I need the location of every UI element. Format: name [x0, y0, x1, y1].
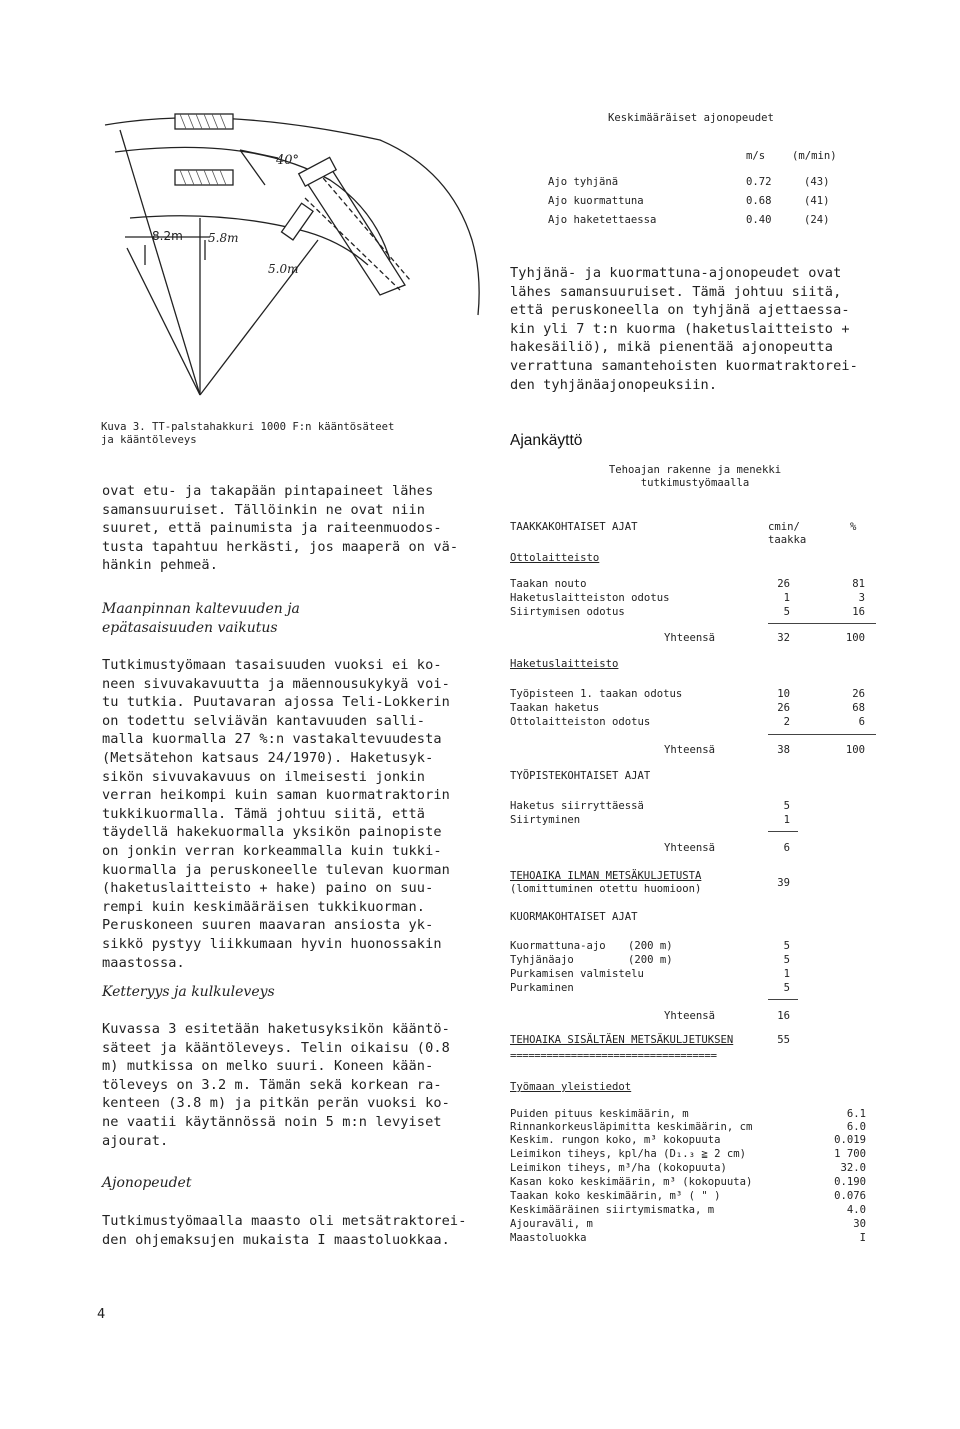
g3-row-label: Haketus siirryttäessä: [510, 800, 644, 812]
dim-inner-label: 5.8m: [208, 231, 239, 245]
g1-total-label: Yhteensä: [664, 632, 716, 644]
g4-row-label: Purkamisen valmistelu: [510, 968, 644, 980]
heading-time-use: Ajankäyttö: [510, 432, 583, 449]
g2-row-cmin: 2: [783, 716, 790, 728]
g2-row-pct: 68: [852, 702, 865, 714]
g3-row-label: Siirtyminen: [510, 814, 581, 826]
section-site-times: TYÖPISTEKOHTAISET AJAT: [510, 770, 651, 782]
heading-speeds: Ajonopeudet: [102, 1175, 192, 1191]
g3-total-label: Yhteensä: [664, 842, 716, 854]
info-row-label: Keskimääräinen siirtymismatka, m: [510, 1204, 715, 1216]
g1-row-cmin: 5: [783, 606, 790, 618]
info-row-label: Maastoluokka: [510, 1232, 587, 1244]
dim-radius-label: 5.0m: [268, 262, 299, 276]
g3-total-cmin: 6: [783, 842, 790, 854]
g1-total-pct: 100: [845, 632, 865, 644]
info-row-value: 30: [853, 1218, 866, 1230]
heading-agility: Ketteryys ja kulkuleveys: [102, 984, 275, 1000]
info-row-label: Rinnankorkeusläpimitta keskimäärin, cm: [510, 1121, 753, 1133]
g4-row-dist: (200 m): [628, 954, 673, 966]
paragraph-pressure: ovat etu- ja takapään pintapaineet lähes samansuuruiset. Tällöinkin ne ovat niin suuret, että painumista ja raiteenmuodos- tusta tapahtuu herkästi, jos maaperä on vä- hänkin pehmeä.: [102, 483, 459, 574]
teho-without-transport: TEHOAIKA ILMAN METSÄKULJETUSTA: [510, 870, 702, 882]
site-info-title: Työmaan yleistiedot: [510, 1081, 632, 1093]
g3-row-cmin: 5: [783, 800, 790, 812]
g4-row-cmin: 5: [783, 954, 790, 966]
subsection-loader: Ottolaitteisto: [510, 552, 600, 564]
tire-rear-bottom: [282, 203, 314, 240]
speeds-row-label: Ajo tyhjänä: [548, 176, 619, 188]
g4-row-label: Tyhjänäajo: [510, 954, 574, 966]
g1-row-label: Haketuslaitteiston odotus: [510, 592, 670, 604]
teho-without-transport-note: (lomittuminen otettu huomioon): [510, 883, 702, 895]
g4-row-cmin: 5: [783, 940, 790, 952]
info-row-value: 32.0: [840, 1162, 866, 1174]
info-row-value: 6.0: [846, 1121, 866, 1133]
divider: [768, 623, 876, 624]
radius-line-right: [200, 240, 318, 395]
page-number: 4: [97, 1306, 106, 1322]
tire-front: [175, 114, 233, 129]
dim-outer-label: 8.2m: [152, 229, 183, 243]
info-row-value: 0.019: [834, 1134, 866, 1146]
g1-total-cmin: 32: [777, 632, 790, 644]
section-load-times: TAAKKAKOHTAISET AJAT: [510, 521, 638, 533]
g2-row-cmin: 10: [777, 688, 790, 700]
info-row-value: 1 700: [834, 1148, 866, 1160]
speeds-row-ms: 0.40: [746, 214, 772, 226]
paragraph-speeds: Tutkimustyömaalla maasto oli metsätraktorei- den ohjemaksujen mukaista I maastoluokkaa.: [102, 1213, 467, 1248]
subsection-chipper: Haketuslaitteisto: [510, 658, 619, 670]
g1-row-label: Taakan nouto: [510, 578, 587, 590]
info-row-label: Puiden pituus keskimäärin, m: [510, 1108, 689, 1120]
info-row-value: 6.1: [846, 1108, 866, 1120]
g2-row-pct: 26: [852, 688, 865, 700]
g1-row-cmin: 1: [783, 592, 790, 604]
double-rule: ==================================: [510, 1050, 717, 1062]
speeds-row-mmin: (43): [804, 176, 830, 188]
angle-label: 40°: [276, 153, 300, 168]
g1-row-pct: 3: [858, 592, 865, 604]
g1-row-cmin: 26: [777, 578, 790, 590]
info-row-label: Keskim. rungon koko, m³ kokopuuta: [510, 1134, 721, 1146]
tire-middle: [175, 170, 233, 185]
col-header-pct: %: [850, 521, 857, 533]
g4-total-cmin: 16: [777, 1010, 790, 1022]
speeds-row-ms: 0.68: [746, 195, 772, 207]
g4-row-cmin: 1: [783, 968, 790, 980]
g2-row-label: Ottolaitteiston odotus: [510, 716, 651, 728]
g4-row-dist: (200 m): [628, 940, 673, 952]
g1-row-label: Siirtymisen odotus: [510, 606, 625, 618]
g1-row-pct: 81: [852, 578, 865, 590]
info-row-label: Leimikon tiheys, m³/ha (kokopuuta): [510, 1162, 727, 1174]
info-row-label: Ajouraväli, m: [510, 1218, 593, 1230]
g2-total-label: Yhteensä: [664, 744, 716, 756]
speeds-col-mmin: (m/min): [792, 150, 837, 162]
info-row-label: Taakan koko keskimäärin, m³ ( " ): [510, 1190, 721, 1202]
g4-row-label: Purkaminen: [510, 982, 574, 994]
teho-with-transport-value: 55: [777, 1034, 790, 1046]
info-row-value: 0.076: [834, 1190, 866, 1202]
g2-row-label: Taakan haketus: [510, 702, 600, 714]
speeds-col-ms: m/s: [746, 150, 766, 162]
vehicle-rear: [305, 170, 405, 295]
info-row-value: 4.0: [846, 1204, 866, 1216]
col-header-cmin: cmin/ taakka: [768, 521, 807, 546]
teho-without-transport-value: 39: [777, 877, 790, 889]
info-row-label: Kasan koko keskimäärin, m³ (kokopuuta): [510, 1176, 753, 1188]
info-row-value: 0.190: [834, 1176, 866, 1188]
g2-row-pct: 6: [858, 716, 865, 728]
section-load-based: KUORMAKOHTAISET AJAT: [510, 911, 638, 923]
heading-slope: Maanpinnan kaltevuuden ja epätasaisuuden vaikutus: [102, 601, 300, 636]
g3-row-cmin: 1: [783, 814, 790, 826]
speeds-row-label: Ajo haketettaessa: [548, 214, 657, 226]
teho-with-transport: TEHOAIKA SISÄLTÄEN METSÄKULJETUKSEN: [510, 1034, 734, 1046]
speeds-row-mmin: (24): [804, 214, 830, 226]
middle-arc: [115, 147, 390, 260]
g4-total-label: Yhteensä: [664, 1010, 716, 1022]
speeds-title: Keskimääräiset ajonopeudet: [608, 112, 774, 124]
g4-row-label: Kuormattuna-ajo: [510, 940, 606, 952]
divider: [768, 999, 798, 1000]
g1-row-pct: 16: [852, 606, 865, 618]
g2-row-label: Työpisteen 1. taakan odotus: [510, 688, 683, 700]
speeds-row-label: Ajo kuormattuna: [548, 195, 644, 207]
speeds-row-ms: 0.72: [746, 176, 772, 188]
figure-caption: Kuva 3. TT-palstahakkuri 1000 F:n kääntösäteet ja kääntöleveys: [101, 421, 395, 446]
tire-rear-top: [299, 157, 336, 186]
table-title: Tehoajan rakenne ja menekki tutkimustyömaalla: [608, 464, 782, 489]
speeds-paragraph: Tyhjänä- ja kuormattuna-ajonopeudet ovat lähes samansuuruiset. Tämä johtuu siitä, että peruskoneella on tyhjänä ajettaessa- kin yli 7 t:n kuorma (haketuslaitteisto + hakesäiliö), mikä pienentää ajonopeutta verrattuna samantehoisten kuormatraktorei- den tyhjänäajonopeuksiin.: [510, 265, 858, 393]
paragraph-slope: Tutkimustyömaan tasaisuuden vuoksi ei ko- neen sivuvakavuutta ja mäennousukykyä voi- tu tutkia. Puutavaran ajossa Teli-Lokkerin on todettu selviävän kantavuuden salli- malla kuormalla 27 %:n vastakaltevuudesta (Metsätehon katsaus 24/1970). Haketusyk- sikön sivuvakavuus on ilmeisesti jonkin verran heikompi kuin saman kuormatraktorin tukkikuormalla. Tämä johtuu siitä, että täydellä hakekuormalla yksikön painopiste on jonkin verran korkeammalla kuin tukki- kuormalla ja peruskoneelle tulevan kuorman (haketuslaitteisto + hake) paino on suu- rempi kuin keskimääräisen tukkikuorman. Peruskoneen suuren maavaran ansiosta yk- sikkö pystyy liikkumaan hyvin huonossakin maastossa.: [102, 657, 450, 971]
divider: [768, 734, 876, 735]
paragraph-agility: Kuvassa 3 esitetään haketusyksikön kääntö- säteet ja kääntöleveys. Telin oikaisu (0.8 m) mutkissa on melko suuri. Koneen kään- töleveys on 3.2 m. Tämän sekä korkean ra- kenteen (3.8 m) ja pitkän perän vuoksi ko- ne vaatii käytännössä noin 5 m:n levyiset ajourat.: [102, 1021, 450, 1149]
divider: [768, 831, 798, 832]
g4-row-cmin: 5: [783, 982, 790, 994]
g2-total-pct: 100: [845, 744, 865, 756]
g2-row-cmin: 26: [777, 702, 790, 714]
info-row-value: I: [859, 1232, 866, 1244]
turning-radius-diagram: [100, 100, 500, 400]
g2-total-cmin: 38: [777, 744, 790, 756]
info-row-label: Leimikon tiheys, kpl/ha (D₁.₃ ≧ 2 cm): [510, 1148, 746, 1160]
speeds-row-mmin: (41): [804, 195, 830, 207]
